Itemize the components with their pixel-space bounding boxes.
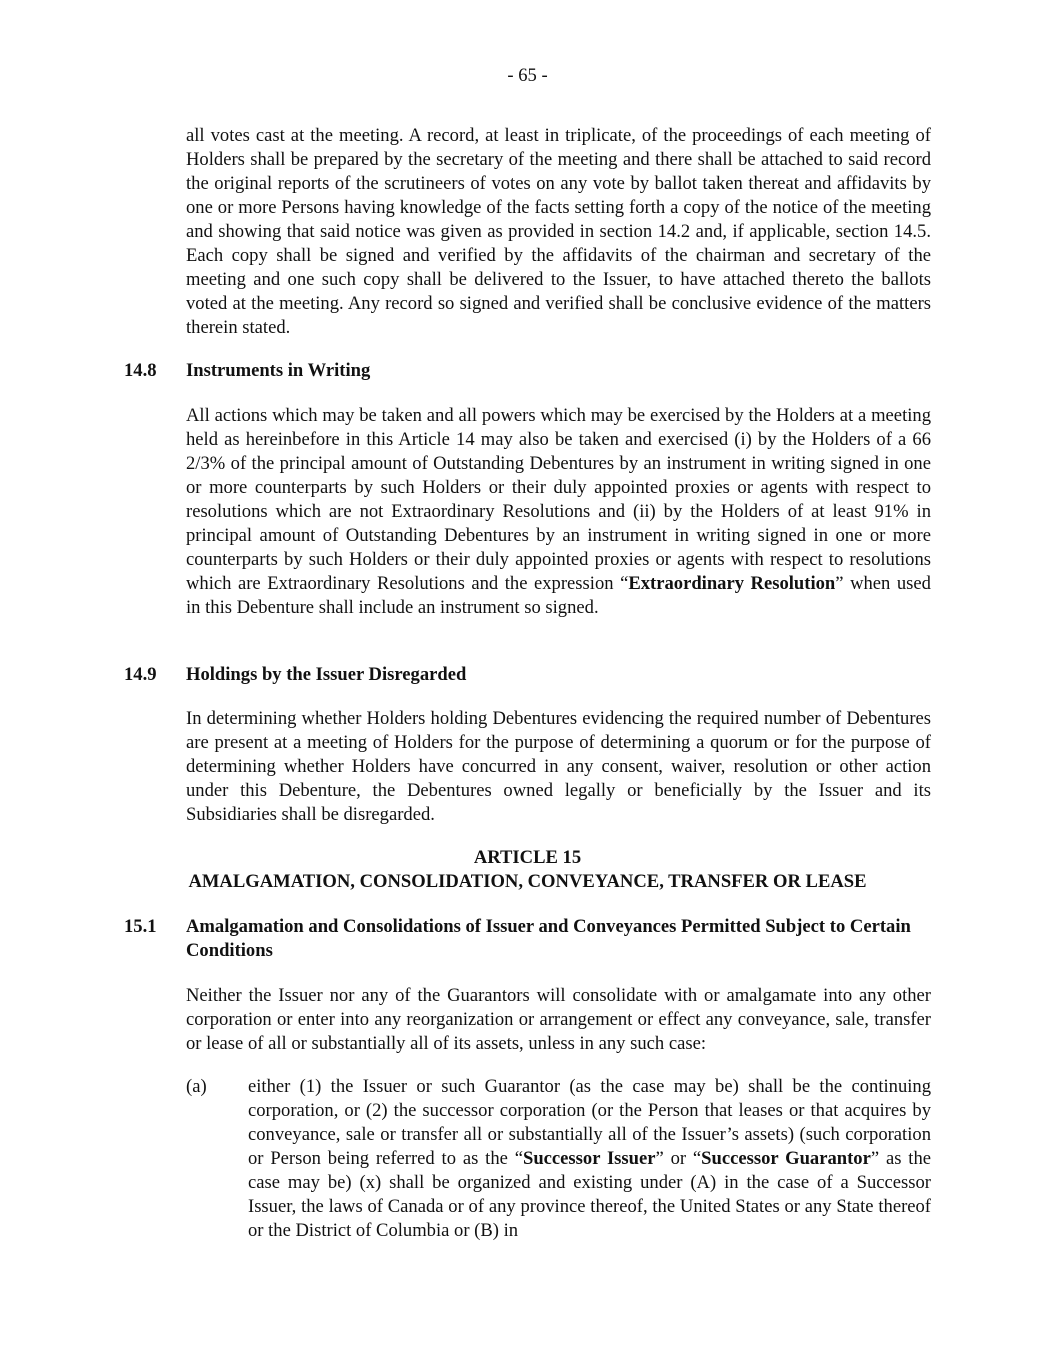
section-14-9-paragraph: In determining whether Holders holding Debentures evidencing the required number of Debentures are present at a meeting of Holders for the purpose of determining a quorum or for the purpose of determining whether Holders have concurred in any consent, waiver, resolution or other action under this Debenture, the Debentures owned legally or beneficially by the Issuer and its Subsidiaries shall be disregarded. [186, 708, 931, 825]
item-a-part2: ” or “ [655, 1148, 702, 1169]
defined-term-successor-issuer: Successor Issuer [522, 1148, 656, 1169]
section-15-1-number: 15.1 [124, 916, 157, 937]
article-label: ARTICLE 15 [473, 847, 582, 868]
section-15-1-intro: Neither the Issuer nor any of the Guarantors will consolidate with or amalgamate into any other corporation or enter into any reorganization or arrangement or effect any conveyance, sale, transfer or lease of all or substantially all of its assets, unless in any such case: [186, 985, 931, 1054]
section-14-9-number: 14.9 [124, 664, 157, 685]
section-14-8-paragraph [186, 404, 931, 620]
item-a-part1: either (1) the Issuer or such Guarantor (as the case may be) shall be the continuing corporation, or (2) the successor corporation (or the Person that leases or that acquires by conveyance, sale or transfer all or substantially all of the Issuer’s assets) (such corporation or Person being referred to as the “ [248, 1076, 931, 1169]
item-a-text [248, 1075, 931, 1243]
item-a-label: (a) [186, 1076, 207, 1097]
section-14-8-title: Instruments in Writing [186, 360, 371, 381]
continuation-paragraph: all votes cast at the meeting. A record, at least in triplicate, of the proceedings of each meeting of Holders shall be prepared by the secretary of the meeting and there shall be attached to said record the original reports of the scrutineers of votes on any vote by ballot taken thereat and affidavits by one or more Persons having knowledge of the facts setting forth a copy of the notice of the meeting and showing that said notice was given as provided in section 14.2 and, if applicable, section 14.5. Each copy shall be signed and verified by the affidavits of the chairman and secretary of the meeting and one such copy shall be delivered to the Issuer, to have attached thereto the ballots voted at the meeting. Any record so signed and verified shall be conclusive evidence of the matters therein stated. [186, 125, 931, 338]
section-14-9-title: Holdings by the Issuer Disregarded [186, 664, 467, 685]
section-14-8-text-after: ” when used in this Debenture shall include an instrument so signed. [186, 573, 931, 618]
section-14-8-text-before: All actions which may be taken and all powers which may be exercised by the Holders at a meeting held as hereinbefore in this Article 14 may also be taken and exercised (i) by the Holders of a 66 2/3% of the principal amount of Outstanding Debentures by an instrument in writing signed in one or more counterparts by such Holders or their duly appointed proxies or agents with respect to resolutions which are not Extraordinary Resolutions and (ii) by the Holders of at least 91% in principal amount of Outstanding Debentures by an instrument in writing signed in one or more counterparts by such Holders or their duly appointed proxies or agents with respect to resolutions which are Extraordinary Resolutions and the expression “ [186, 405, 931, 594]
section-14-8-number: 14.8 [124, 360, 157, 381]
section-15-1-title: Amalgamation and Consolidations of Issuer and Conveyances Permitted Subject to Certain Conditions [186, 916, 911, 961]
page-number: - 65 - [507, 65, 548, 86]
article-title: AMALGAMATION, CONSOLIDATION, CONVEYANCE, TRANSFER OR LEASE [188, 871, 867, 892]
defined-term-extraordinary-resolution: Extraordinary Resolution [628, 573, 836, 594]
item-a-part3: ” as the case may be) (x) shall be organized and existing under (A) in the case of a Successor Issuer, the laws of Canada or of any province thereof, the United States or any State thereof or the District of Columbia or (B) in [248, 1148, 931, 1241]
defined-term-successor-guarantor: Successor Guarantor [701, 1148, 871, 1169]
